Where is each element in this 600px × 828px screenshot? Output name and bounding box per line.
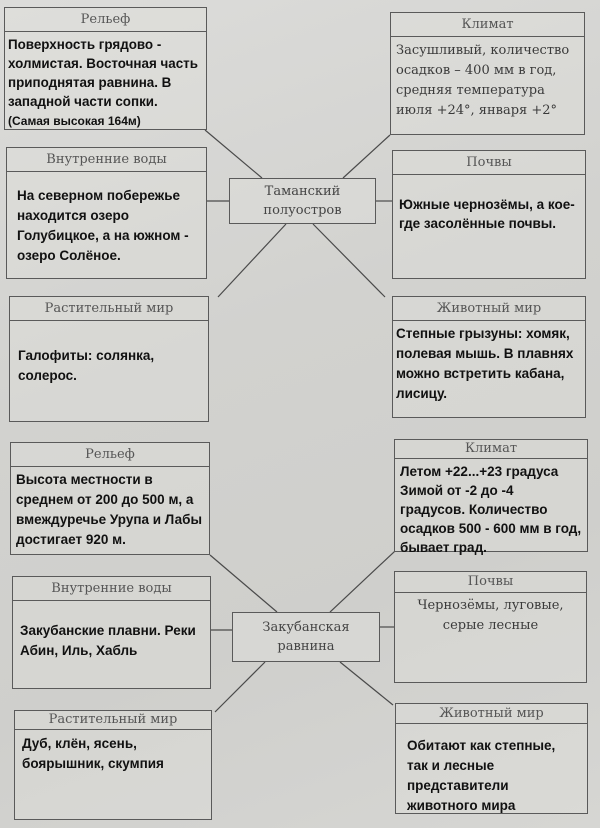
connector-zak-climate [330,551,395,612]
taman-soils-box [392,150,586,279]
zak-fauna-box [395,703,588,814]
zak-flora-box [14,710,212,820]
taman-center-box [229,178,376,224]
taman-relief-box [4,7,207,130]
taman-waters-text: На северном побережье находится озеро Голубицкое, а на южном - озеро Солёное. [17,188,189,263]
taman-waters-title: Внутренние воды [7,148,206,172]
zak-relief-box [10,442,210,555]
connector-taman-fauna [313,224,385,297]
connector-taman-relief [205,130,262,178]
taman-flora-box [9,296,209,422]
taman-climate-box [390,12,585,135]
taman-flora-title: Растительный мир [10,297,208,321]
zak-soils-box [394,571,587,683]
connector-zak-flora [215,662,265,712]
taman-soils-text: Южные чернозёмы, а кое-где засолённые почвы. [399,197,575,231]
taman-flora-text: Галофиты: солянка, солерос. [18,348,155,383]
zak-flora-text: Дуб, клён, ясень, боярышник, скумпия [22,736,164,771]
zak-center-box [232,612,380,662]
zak-flora-title: Растительный мир [15,711,211,730]
taman-fauna-box [392,296,586,418]
zak-fauna-title: Животный мир [396,704,587,724]
zak-relief-text: Высота местности в среднем от 200 до 500 м, а вмеждуречье Урупа и Лабы достигает 920 м. [16,472,202,547]
zak-soils-title: Почвы [395,572,586,593]
zak-waters-text: Закубанские плавни. Реки Абин, Иль, Хабль [20,623,196,658]
taman-climate-title: Климат [391,13,584,37]
zak-waters-title: Внутренние воды [13,577,210,601]
taman-center-line2: полуостров [263,203,342,218]
connector-zak-relief [210,555,277,612]
taman-relief-title: Рельеф [5,8,206,32]
zak-climate-title: Климат [395,440,587,459]
taman-fauna-text: Степные грызуны: хомяк, полевая мышь. В плавнях можно встретить кабана, лисицу. [396,326,574,401]
taman-center-line1: Таманский [264,184,341,199]
zak-fauna-text: Обитают как степные, так и лесные представители животного мира [407,738,556,813]
connector-zak-fauna [340,662,393,705]
taman-fauna-title: Животный мир [393,297,585,321]
taman-relief-text: Поверхность грядово - холмистая. Восточная часть приподнятая равнина. В западной части сопки. [8,37,198,109]
zak-waters-box [12,576,211,689]
zak-relief-title: Рельеф [11,443,209,467]
taman-soils-title: Почвы [393,151,585,175]
zak-climate-box [394,439,588,555]
connector-taman-climate [343,135,390,178]
taman-waters-box [6,147,207,279]
taman-climate-text: Засушливый, количество осадков – 400 мм в год, средняя температура июля +24°, января +2° [396,43,570,118]
zak-soils-text: Чернозёмы, луговые, серые лесные [417,598,564,633]
connector-taman-flora [218,224,286,297]
zak-center-line1: Закубанская [262,620,350,635]
taman-relief-note: (Самая высокая 164м) [8,114,141,128]
zak-climate-text: Летом +22...+23 градуса Зимой от -2 до -4 градусов. Количество осадков 500 - 600 мм в год, бывает град. [400,464,582,555]
zak-center-line2: равнина [277,639,335,654]
